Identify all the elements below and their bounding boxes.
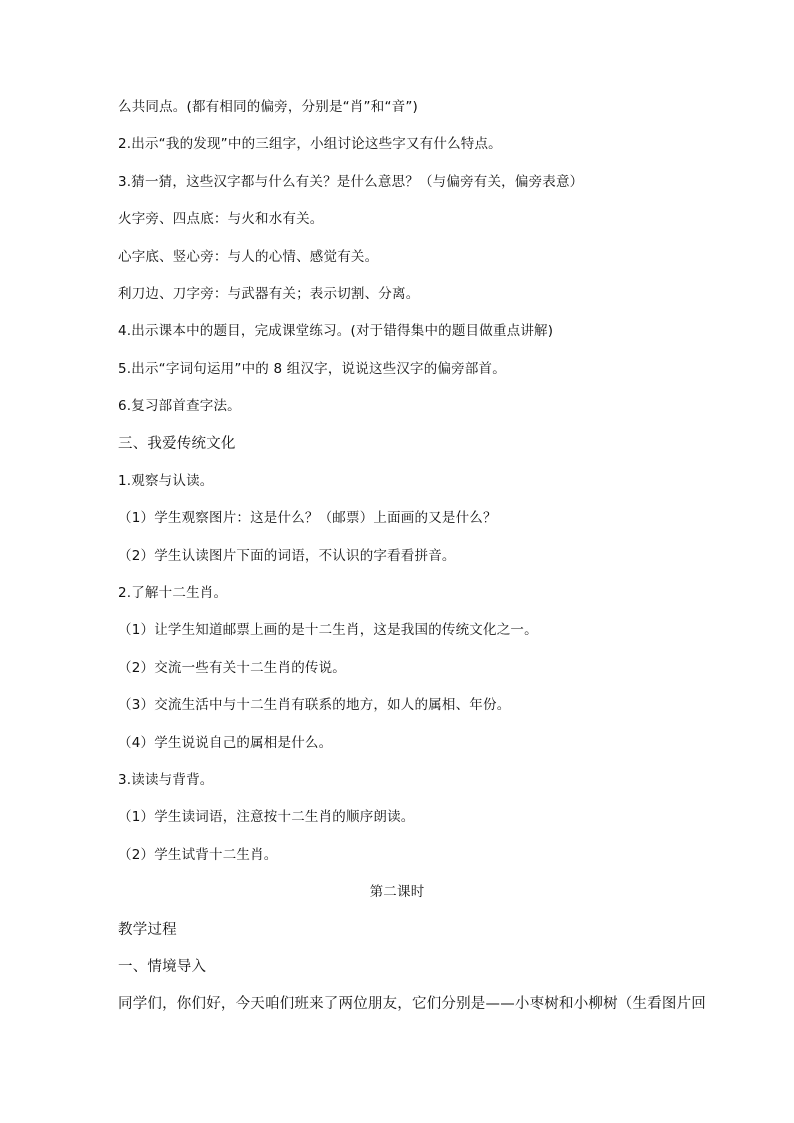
text-line: （2）学生认读图片下面的词语，不认识的字看看拼音。 <box>118 547 456 564</box>
text-line: 3.读读与背背。 <box>118 772 214 789</box>
lesson-title: 第二课时 <box>369 884 425 901</box>
text-line: （4）学生说说自己的属相是什么。 <box>118 734 333 751</box>
text-line: 4.出示课本中的题目，完成课堂练习。(对于错得集中的题目做重点讲解) <box>118 323 554 340</box>
text-line: 心字底、竖心旁：与人的心情、感觉有关。 <box>118 248 379 265</box>
text-line: （2）学生试背十二生肖。 <box>118 846 278 863</box>
text-line: 2.出示“我的发现”中的三组字，小组讨论这些字又有什么特点。 <box>118 136 502 153</box>
text-line: 6.复习部首查字法。 <box>118 398 241 415</box>
text-line: 火字旁、四点底：与火和水有关。 <box>118 211 324 228</box>
text-line: 么共同点。(都有相同的偏旁，分别是“肖”和“音”) <box>118 99 419 115</box>
section-heading: 教学过程 <box>118 921 177 938</box>
section-heading: 一、情境导入 <box>118 958 207 975</box>
text-line: （2）交流一些有关十二生肖的传说。 <box>118 659 346 676</box>
text-line: （1）学生读词语，注意按十二生肖的顺序朗读。 <box>118 809 415 826</box>
text-line: 5.出示“字词句运用”中的 8 组汉字，说说这些汉字的偏旁部首。 <box>118 360 506 377</box>
text-line: 3.猜一猜，这些汉字都与什么有关？是什么意思？（与偏旁有关，偏旁表意） <box>118 173 584 190</box>
text-line: （1）让学生知道邮票上画的是十二生肖，这是我国的传统文化之一。 <box>118 622 538 639</box>
document-body <box>118 95 706 1030</box>
text-line: 同学们，你们好，今天咱们班来了两位朋友，它们分别是——小枣树和小柳树（生看图片回 <box>118 996 706 1013</box>
text-line: （3）交流生活中与十二生肖有联系的地方，如人的属相、年份。 <box>118 697 511 714</box>
text-line: 2.了解十二生肖。 <box>118 585 228 602</box>
text-line: （1）学生观察图片：这是什么？（邮票）上面画的又是什么？ <box>118 510 497 527</box>
text-line: 利刀边、刀字旁：与武器有关；表示切割、分离。 <box>118 285 420 302</box>
text-line: 1.观察与认读。 <box>118 472 214 489</box>
section-heading: 三、我爱传统文化 <box>118 435 236 452</box>
